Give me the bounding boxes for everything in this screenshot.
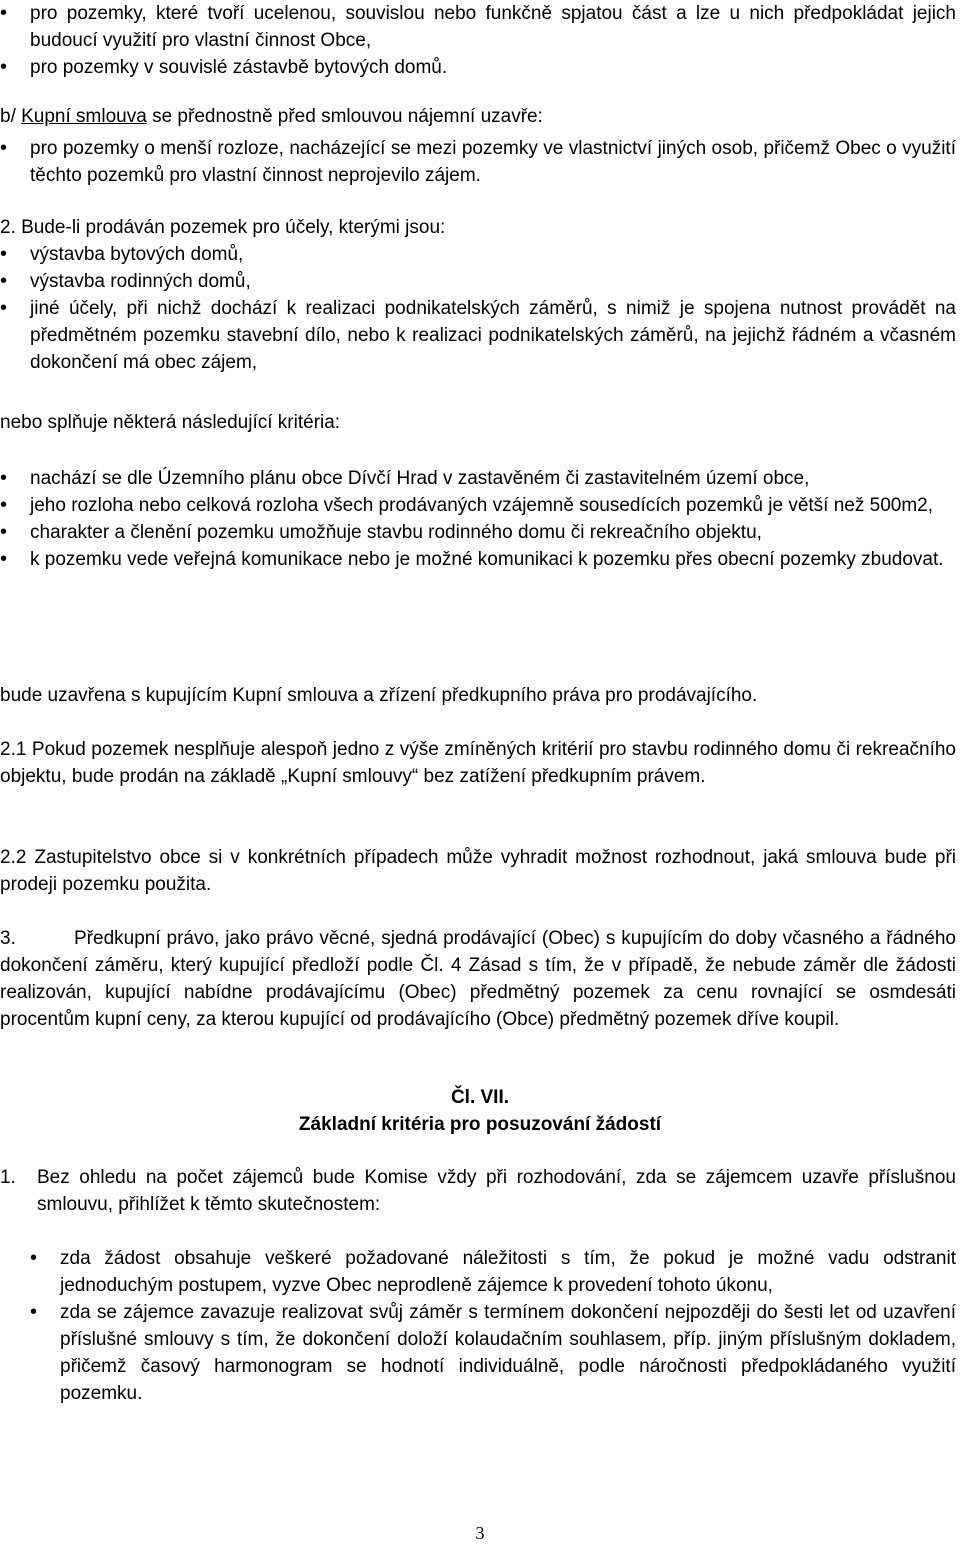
section-2-conclusion: bude uzavřena s kupujícím Kupní smlouva a zřízení předkupního práva pro prodávajícího.: [0, 685, 758, 706]
list-item: • výstavba bytových domů,: [0, 241, 956, 268]
article-title: Základní kritéria pro posuzování žádostí: [298, 1114, 662, 1135]
paragraph-2-1: 2.1 Pokud pozemek nesplňuje alespoň jedno z výše zmíněných kritérií pro stavbu rodinného domu či rekreačního objektu, bude prodán na základě „Kupní smlouvy“ bez zatížení předkupním právem.: [0, 739, 956, 787]
paragraph-3-number: 3.: [0, 928, 16, 949]
list-item: • charakter a členění pozemku umožňuje stavbu rodinného domu či rekreačního objektu,: [0, 519, 956, 546]
list-item: • nachází se dle Územního plánu obce Dívčí Hrad v zastavěném či zastavitelném území obce,: [0, 465, 956, 492]
article-paragraph-1: [0, 1164, 956, 1218]
list-item: • pro pozemky o menší rozloze, nacházející se mezi pozemky ve vlastnictví jiných osob, přičemž Obec o využití těchto pozemků pro vlastní činnost neprojevilo zájem.: [0, 135, 956, 189]
top-bullet-list: [0, 0, 956, 81]
paragraph-3-text: Předkupní právo, jako právo věcné, sjedná prodávající (Obec) s kupujícím do doby včasného a řádného dokončení záměru, který kupující předloží podle Čl. 4 Zásad s tím, že v případě, že nebude záměr dle žádosti realizován, kupující nabídne prodávajícímu (Obec) předmětný pozemek za cenu rovnající se osmdesáti procentům kupní ceny, za kterou kupující od prodávajícího (Obce) předmětný pozemek dříve koupil.: [0, 928, 956, 1030]
list-item: • pro pozemky, které tvoří ucelenou, souvislou nebo funkčně spjatou část a lze u nich předpokládat jejich budoucí využití pro vlastní činnost Obce,: [0, 0, 956, 54]
list-item: • výstavba rodinných domů,: [0, 268, 956, 295]
article-paragraph-1-text: Bez ohledu na počet zájemců bude Komise vždy při rozhodování, zda se zájemcem uzavře příslušnou smlouvu, přihlížet k těmto skutečnostem:: [37, 1167, 956, 1215]
list-item: • zda se zájemce zavazuje realizovat svůj záměr s termínem dokončení nejpozději do šesti let od uzavření příslušné smlouvy s tím, že dokončení doloží kolaudačním souhlasem, příp. jiným příslušným dokladem, přičemž časový harmonogram se hodnotí individuálně, podle náročnosti předpokládaného využití pozemku.: [30, 1299, 956, 1407]
article-number: Čl. VII.: [450, 1087, 510, 1108]
paragraph-3: [0, 925, 956, 1033]
criteria-intro: nebo splňuje některá následující kritéria:: [0, 412, 341, 433]
kupni-smlouva-link: Kupní smlouva: [21, 106, 147, 127]
list-item: • pro pozemky v souvislé zástavbě bytových domů.: [0, 54, 956, 81]
section-2-bullet-list: [0, 241, 956, 376]
section-b-bullet-list: [0, 135, 956, 189]
list-item: • k pozemku vede veřejná komunikace nebo je možné komunikaci k pozemku přes obecní pozemky zbudovat.: [0, 546, 956, 573]
criteria-list: [0, 465, 956, 573]
section-2-intro: 2. Bude-li prodáván pozemek pro účely, kterými jsou:: [0, 217, 446, 238]
section-b-heading: b/ Kupní smlouva se přednostně před smlouvou nájemní uzavře:: [0, 106, 543, 127]
list-item: • jeho rozloha nebo celková rozloha všech prodávaných vzájemně sousedících pozemků je větší než 500m2,: [0, 492, 956, 519]
list-item: • zda žádost obsahuje veškeré požadované náležitosti s tím, že pokud je možné vadu odstranit jednoduchým postupem, vyzve Obec neprodleně zájemce k provedení tohoto úkonu,: [30, 1245, 956, 1299]
page-number: 3: [475, 1523, 485, 1543]
paragraph-2-2: 2.2 Zastupitelstvo obce si v konkrétních případech může vyhradit možnost rozhodnout, jaká smlouva bude při prodeji pozemku použita.: [0, 847, 956, 895]
list-item: • jiné účely, při nichž dochází k realizaci podnikatelských záměrů, s nimiž je spojena nutnost provádět na předmětném pozemku stavební dílo, nebo k realizaci podnikatelských záměrů, na jejichž řádném a včasném dokončení má obec zájem,: [0, 295, 956, 376]
article-paragraph-1-number: 1.: [0, 1167, 16, 1188]
article-bullet-list: [30, 1245, 956, 1407]
